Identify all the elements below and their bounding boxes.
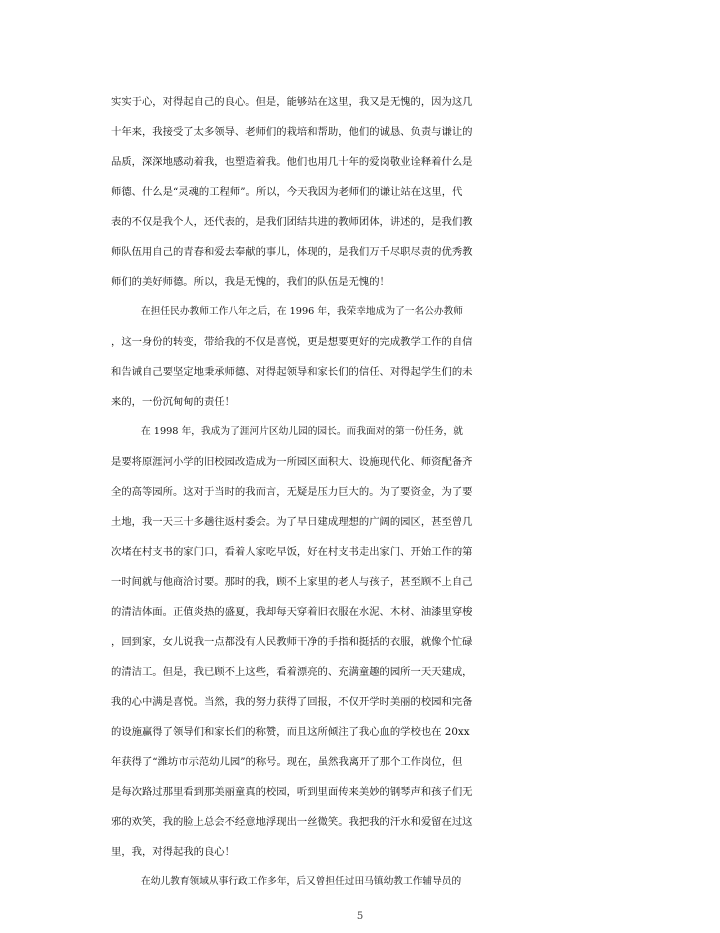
text-line: 我的心中满是喜悦。当然，我的努力获得了回报，不仅开学时美丽的校园和完备 [111,696,473,708]
text-line: 十年来，我接受了太多领导、老师们的栽培和帮助，他们的诚恳、负责与谦让的 [111,126,473,138]
text-line: 师们的美好师德。所以，我是无愧的，我们的队伍是无愧的！ [111,276,390,288]
text-line: 全的高等园所。这对于当时的我而言，无疑是压力巨大的。为了要资金，为了要 [111,486,473,498]
text-line: ，回到家，女儿说我一点都没有人民教师干净的手指和挺括的衣服，就像个忙碌 [111,636,473,648]
page-number: 5 [356,911,364,922]
text-line: 的清洁体面。正值炎热的盛夏，我却每天穿着旧衣服在水泥、木材、油漆里穿梭 [111,606,473,618]
text-line: 土地，我一天三十多趟往返村委会。为了早日建成理想的广阔的园区，甚至曾几 [111,516,473,528]
text-line: 和告诫自己要坚定地秉承师德、对得起领导和家长们的信任、对得起学生们的未 [111,366,473,378]
paragraph-first-line: 在 1998 年，我成为了涯河片区幼儿园的园长。而我面对的第一份任务，就 [141,426,463,437]
text-line: 的设施赢得了领导们和家长们的称赞，而且这所倾注了我心血的学校也在 20xx [111,726,470,738]
text-line: 实实于心，对得起自己的良心。但是，能够站在这里，我又是无愧的，因为这几 [111,96,473,108]
paragraph-first-line: 在担任民办教师工作八年之后，在 1996 年，我荣幸地成为了一名公办教师 [141,306,463,317]
text-line: 师队伍用自己的青春和爱去奉献的事儿，体现的，是我们万千尽职尽责的优秀教 [111,246,473,258]
text-line: 表的不仅是我个人，还代表的，是我们团结共进的教师团体，讲述的，是我们教 [111,216,473,228]
text-line: 是每次路过那里看到那美丽童真的校园，听到里面传来美妙的钢琴声和孩子们无 [111,786,473,798]
text-line: 师德、什么是“灵魂的工程师”。所以，今天我因为老师们的谦让站在这里，代 [111,186,463,198]
text-line: 年获得了“潍坊市示范幼儿园”的称号。现在，虽然我离开了那个工作岗位，但 [111,756,463,768]
text-line: 是要将原涯河小学的旧校园改造成为一所园区面积大、设施现代化、师资配备齐 [111,456,473,468]
text-line: ，这一身份的转变，带给我的不仅是喜悦，更是想要更好的完成教学工作的自信 [111,336,473,348]
text-line: 次堵在村支书的家门口，看着人家吃早饭，好在村支书走出家门、开始工作的第 [111,546,473,558]
text-line: 品质，深深地感动着我，也塑造着我。他们也用几十年的爱岗敬业诠释着什么是 [111,156,473,168]
text-line: 一时间就与他商洽讨要。那时的我，顾不上家里的老人与孩子，甚至顾不上自己 [111,576,473,588]
text-line: 的清洁工。但是，我已顾不上这些，看着漂亮的、充满童趣的园所一天天建成， [111,666,473,678]
text-line: 来的，一份沉甸甸的责任！ [111,396,235,408]
text-line: 邪的欢笑，我的脸上总会不经意地浮现出一丝微笑。我把我的汗水和爱留在过这 [111,816,473,828]
paragraph-first-line: 在幼儿教育领域从事行政工作多年，后又曾担任过田马镇幼教工作辅导员的 [141,876,462,887]
text-line: 里，我，对得起我的良心！ [111,846,235,858]
